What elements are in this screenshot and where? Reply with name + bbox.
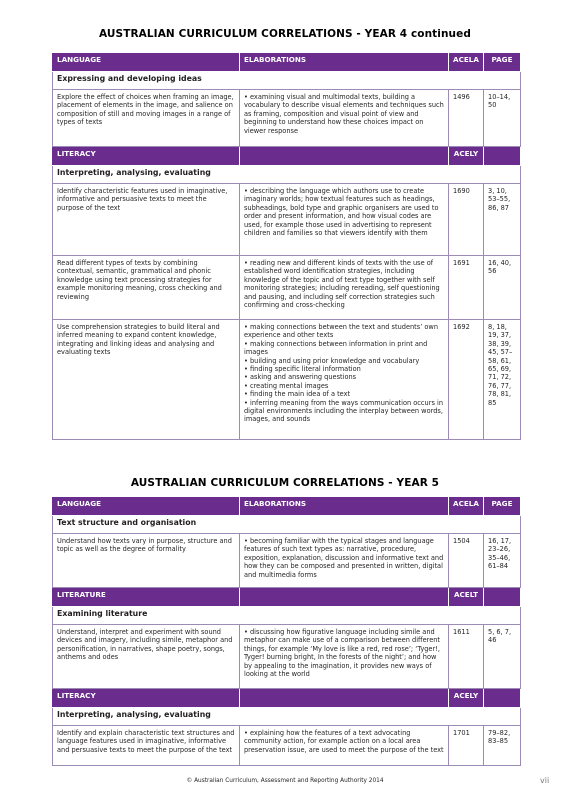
code: 1690 — [449, 184, 484, 256]
header-page: PAGE — [484, 497, 521, 516]
subheading: Examining literature — [53, 607, 521, 625]
table-row — [53, 726, 521, 766]
page-refs: 79–82, 83–85 — [484, 726, 521, 766]
content-description: Use comprehension strategies to build literal and inferred meaning to expand content knowledge, integrating and linking ideas and analysing and evaluating texts — [53, 320, 240, 440]
page-refs: 8, 18, 19, 37, 38, 39, 45, 57–58, 61, 65, 69, 71, 72, 76, 77, 78, 81, 85 — [484, 320, 521, 440]
table-header-literacy — [53, 147, 521, 166]
section-title-year5: AUSTRALIAN CURRICULUM CORRELATIONS - YEAR 5 — [130, 477, 440, 489]
table-row — [53, 184, 521, 256]
page-number: vii — [540, 776, 550, 785]
page-refs: 16, 17, 23–26, 35–46, 61–84 — [484, 534, 521, 588]
elaboration: • explaining how the features of a text advocating community action, for example action on a local area preservation issue, are used to meet the purpose of the text — [240, 726, 449, 766]
table-header-language — [53, 53, 521, 72]
copyright-footer: © Australian Curriculum, Assessment and Reporting Authority 2014 — [186, 778, 384, 784]
table-row — [53, 256, 521, 320]
subheading: Text structure and organisation — [53, 516, 521, 534]
header-blank — [240, 689, 449, 708]
header-code: ACELY — [449, 147, 484, 166]
header-literature: LITERATURE — [53, 588, 240, 607]
header-code: ACELA — [449, 497, 484, 516]
page-refs: 10–14, 50 — [484, 90, 521, 147]
content-description: Understand, interpret and experiment with sound devices and imagery, including simile, metaphor and personification, in narratives, shape poetry, songs, anthems and odes — [53, 625, 240, 689]
code: 1504 — [449, 534, 484, 588]
subheading: Interpreting, analysing, evaluating — [53, 708, 521, 726]
header-literacy: LITERACY — [53, 689, 240, 708]
section-title-year4: AUSTRALIAN CURRICULUM CORRELATIONS - YEAR 4 continued — [99, 28, 471, 40]
subheading-row — [53, 708, 521, 726]
correlations-table-year5 — [52, 497, 521, 766]
table-header-literacy — [53, 689, 521, 708]
table-header-literature — [53, 588, 521, 607]
content-description: Explore the effect of choices when framing an image, placement of elements in the image, and salience on composition of still and moving images in a range of types of texts — [53, 90, 240, 147]
page-refs: 3, 10, 53–55, 86, 87 — [484, 184, 521, 256]
subheading-row — [53, 607, 521, 625]
code: 1701 — [449, 726, 484, 766]
header-code: ACELA — [449, 53, 484, 72]
page-refs: 5, 6, 7, 46 — [484, 625, 521, 689]
header-code: ACELY — [449, 689, 484, 708]
table-row — [53, 320, 521, 440]
header-code: ACELT — [449, 588, 484, 607]
table-row — [53, 90, 521, 147]
elaboration: • examining visual and multimodal texts, building a vocabulary to describe visual elements and techniques such as framing, composition and visual point of view and beginning to understand how these choices impact on viewer response — [240, 90, 449, 147]
content-description: Understand how texts vary in purpose, structure and topic as well as the degree of formality — [53, 534, 240, 588]
code: 1611 — [449, 625, 484, 689]
subheading: Expressing and developing ideas — [53, 72, 521, 90]
header-language: LANGUAGE — [53, 497, 240, 516]
header-blank — [240, 588, 449, 607]
header-elaborations: ELABORATIONS — [240, 53, 449, 72]
code: 1496 — [449, 90, 484, 147]
code: 1691 — [449, 256, 484, 320]
subheading-row — [53, 516, 521, 534]
content-description: Read different types of texts by combining contextual, semantic, grammatical and phonic knowledge using text processing strategies for example monitoring meaning, cross checking and reviewing — [53, 256, 240, 320]
elaboration: • becoming familiar with the typical stages and language features of such text types as: narrative, procedure, exposition, explanation, discussion and informative text and how they can be composed and presented in written, digital and multimedia forms — [240, 534, 449, 588]
table-row — [53, 534, 521, 588]
header-blank — [484, 689, 521, 708]
header-language: LANGUAGE — [53, 53, 240, 72]
code: 1692 — [449, 320, 484, 440]
header-blank — [484, 588, 521, 607]
content-description: Identify and explain characteristic text structures and language features used in imaginative, informative and persuasive texts to meet the purpose of the text — [53, 726, 240, 766]
subheading-row — [53, 166, 521, 184]
correlations-table-year4 — [52, 53, 521, 440]
header-page: PAGE — [484, 53, 521, 72]
header-literacy: LITERACY — [53, 147, 240, 166]
subheading: Interpreting, analysing, evaluating — [53, 166, 521, 184]
header-blank — [240, 147, 449, 166]
table-header-language — [53, 497, 521, 516]
elaboration: • discussing how figurative language including simile and metaphor can make use of a comparison between different things, for example ‘My love is like a red, red rose’; ‘Tyger!, Tyger! burning bright, In the forests of the night’; and how by appealing to the imagination, it provides new ways of looking at the world — [240, 625, 449, 689]
table-row — [53, 625, 521, 689]
subheading-row — [53, 72, 521, 90]
content-description: Identify characteristic features used in imaginative, informative and persuasive texts to meet the purpose of the text — [53, 184, 240, 256]
header-elaborations: ELABORATIONS — [240, 497, 449, 516]
page-refs: 16, 40, 56 — [484, 256, 521, 320]
elaboration: • describing the language which authors use to create imaginary worlds; how textual features such as headings, subheadings, bold type and graphic organisers are used to order and present information, and how visual codes are used, for example those used in advertising to represent children and families so that viewers identify with them — [240, 184, 449, 256]
elaboration: • reading new and different kinds of texts with the use of established word identification strategies, including knowledge of the topic and of text type together with self monitoring strategies; including rereading, self questioning and pausing, and including self correction strategies such confirming and cross-checking — [240, 256, 449, 320]
header-blank — [484, 147, 521, 166]
elaboration: • making connections between the text and students’ own experience and other texts • making connections between information in print and images • building and using prior knowledge and vocabulary • finding specific literal information • asking and answering questions • creating mental images • finding the main idea of a text • inferring meaning from the ways communication occurs in digital environments including the interplay between words, images, and sounds — [240, 320, 449, 440]
